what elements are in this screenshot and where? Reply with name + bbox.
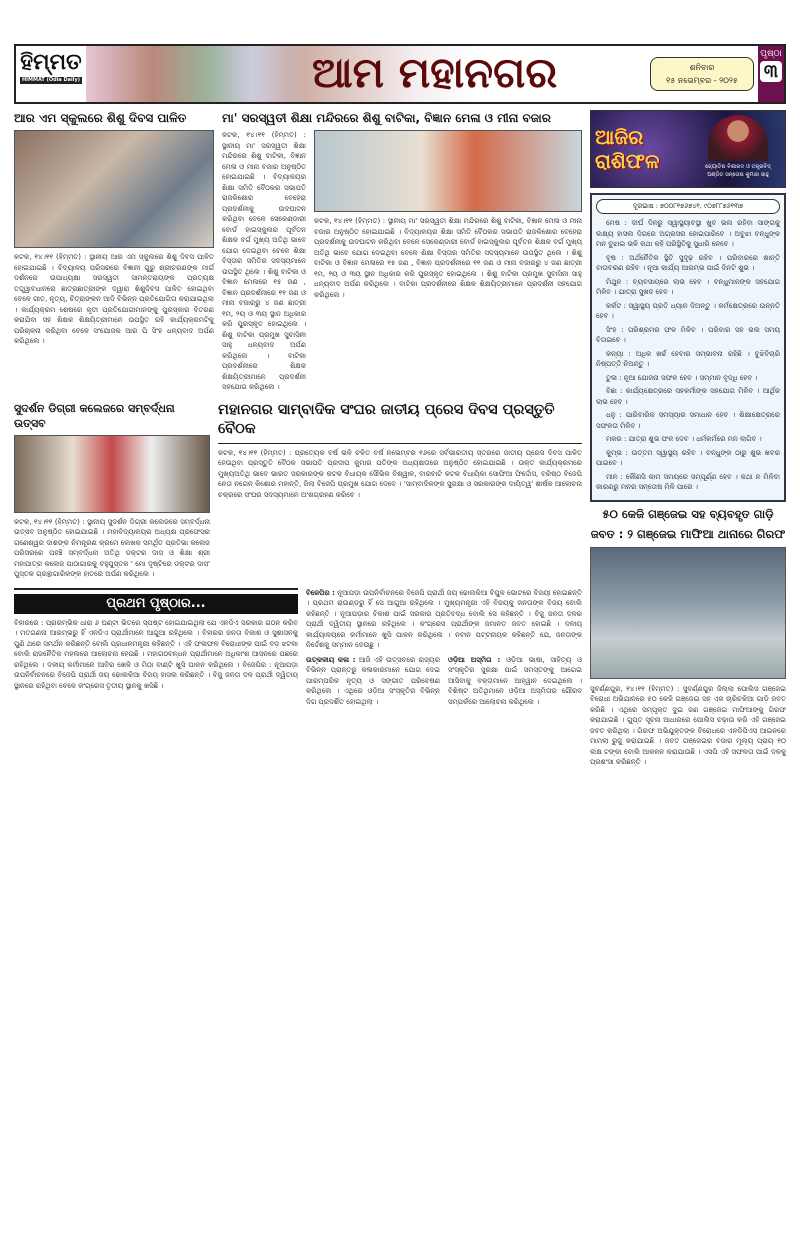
odia-section	[448, 655, 582, 708]
article-sudarshan	[14, 401, 210, 580]
article-press-day	[218, 401, 582, 501]
bjp-heading: ବିଜେପିର :	[306, 588, 335, 597]
rashifala-banner	[590, 110, 786, 188]
page-body	[14, 110, 786, 768]
continuations-right	[306, 588, 582, 708]
rashifala-entry: ଧନୁ : ପାରିବାରିକ ସମସ୍ୟାର ସମାଧାନ ହେବ । ଶିକ୍ଷାକ୍ଷେତ୍ରରେ ସଫଳତା ମିଳିବ ।	[596, 411, 780, 430]
article-first-page	[14, 588, 298, 692]
rashifala-entry: ମକର : ଯାତ୍ରା ଶୁଭ ଫଳ ଦେବ । ଧର୍ମକର୍ମରେ ମନ ଲାଗିବ ।	[606, 435, 762, 443]
saraswati-body: କଟକ, ୧୪।୧୧ (ହିମ୍ମତ) : ସ୍ଥାନୀୟ ମା' ସରସ୍ୱତୀ ଶିକ୍ଷା ମନ୍ଦିରରେ ଶିଶୁ ବାଟିକା, ବିଜ୍ଞାନ ମେଳା ଓ ମୀନା ବଜାର ଅନୁଷ୍ଠିତ ହୋଇଯାଇଛି । ବିଦ୍ୟାଳୟର ଶିକ୍ଷା ସମିତି ବୈଠକର ସଭାପତି ରାଜକିଶୋର ବେହେରା ପ୍ରଦର୍ଶନୀକୁ ଉଦଘାଟନ କରିଥିବା ବେଳେ ସେକେଣ୍ଡାରୀ ବୋର୍ଡ ହାଇସ୍କୁଲର ପୂର୍ବତନ ଶିକ୍ଷକ ବର୍ଗ ମୁଖ୍ୟ ଅତିଥି ଭାବେ ଯୋଗ ଦେଇଥିବା ବେଳେ ଶିକ୍ଷା ବିସ୍ତାର ସମିତିର ସଦସ୍ୟମାନେ ଉପସ୍ଥିତ ଥିଲେ । ଶିଶୁ ବାଟିକା ଓ ବିଜ୍ଞାନ ମେଳାରେ ୧୫ ଜଣ , ବିଜ୍ଞାନ ପ୍ରଦର୍ଶନୀରେ ୧୧ ଜଣ ଓ ମୀନା ବଜାରରୁ ୪ ଜଣ ଛାତ୍ରୀ ୧ମ, ୨ୟ ଓ ୩ୟ ସ୍ଥାନ ଅଧିକାର କରି ପୁରସ୍କୃତ ହୋଇଥିଲେ । ଶିଶୁ ବାଟିକା ପ୍ରମୁଖ ସୁବାସିନୀ ସାହୁ ଧନ୍ୟବାଦ ଅର୍ପଣ କରିଥିଲେ । ବାଟିକା ପ୍ରଦର୍ଶନୀରେ ଶିକ୍ଷକ ଶିକ୍ଷୟିତ୍ରୀମାନେ ପ୍ରଦର୍ଶନୀ ସହଯୋଗ କରିଥିଲେ ।	[314, 217, 582, 299]
rm-school-body: କଟକ, ୧୪।୧୧ (ହିମ୍ମତ) : ସ୍ଥାନୀୟ ଆର ଏମ ସ୍କୁଲରେ ଶିଶୁ ଦିବସ ପାଳିତ ହୋଇଯାଇଛି । ବିଦ୍ୟାଳୟ ପରିସରରେ ବିଜ୍ଞାନୀ ଗୁରୁ ଶ୍ରୀଚରଣଙ୍କ ମାର୍ଗ ଦର୍ଶନରେ ଉପାଧ୍ୟକ୍ଷା ସରସ୍ୱତୀ ସାମନ୍ତରାୟଙ୍କ ପ୍ରତ୍ୟକ୍ଷ ତତ୍ତ୍ୱାବଧାନରେ ଛାତ୍ରଛାତ୍ରୀଙ୍କ ଦ୍ୱାରା ଶିଶୁଦିବସ ପାଳିତ ହୋଇଥିବା ବେଳେ ଗୀତ, ନୃତ୍ୟ, ଚିତ୍ରାଙ୍କନ ଆଦି ବିଭିନ୍ନ ପ୍ରତିଯୋଗିତା କରାଯାଇଥିଲା । କାର୍ଯ୍ୟକ୍ରମ ଶେଷରେ କୃତୀ ପ୍ରତିଯୋଗୀମାନଙ୍କୁ ପୁରସ୍କାର ବିତରଣ କରାଯିବା ସହ ଶିକ୍ଷକ ଶିକ୍ଷୟିତ୍ରୀମାନେ ଉପସ୍ଥିତ ରହି କାର୍ଯ୍ୟକ୍ରମଟିକୁ ପରିଚାଳନା କରିଥିବା ବେଳେ ସଂଯୋଜକ ଆର ପି ସିଂହ ଧନ୍ୟବାଦ ଅର୍ପଣ କରିଥିଲେ ।	[14, 253, 214, 345]
row-bottom	[14, 588, 582, 708]
headline-ganja-1: ୫୦ କେଜି ଗଞ୍ଜେଇ ସହ ବ୍ୟବହୃତ ଗାଡ଼ି	[602, 506, 774, 521]
saraswati-content	[222, 130, 582, 393]
continued-banner: ପ୍ରଥମ ପୃଷ୍ଠାର...	[14, 594, 298, 614]
ganja-seizure-photo	[590, 547, 786, 679]
astrologer-name: ପଣ୍ଡିତ ସନ୍ତୋଷ କୁମାର ସାହୁ	[707, 172, 769, 178]
rashifala-entry: କର୍କଟ : ସ୍ୱାସ୍ଥ୍ୟ ପ୍ରତି ଧ୍ୟାନ ଦିଅନ୍ତୁ । କର୍ମକ୍ଷେତ୍ରରେ ଉନ୍ନତି ହେବ ।	[596, 301, 780, 320]
saraswati-body-col1: କଟକ, ୧୪।୧୧ (ହିମ୍ମତ) : ସ୍ଥାନୀୟ ମା' ସରସ୍ୱତୀ ଶିକ୍ଷା ମନ୍ଦିରରେ ଶିଶୁ ବାଟିକା, ବିଜ୍ଞାନ ମେଳା ଓ ମୀନା ବଜାର ଅନୁଷ୍ଠିତ ହୋଇଯାଇଛି । ବିଦ୍ୟାଳୟର ଶିକ୍ଷା ସମିତି ବୈଠକର ସଭାପତି ରାଜକିଶୋର ବେହେରା ପ୍ରଦର୍ଶନୀକୁ ଉଦଘାଟନ କରିଥିବା ବେଳେ ସେକେଣ୍ଡାରୀ ବୋର୍ଡ ହାଇସ୍କୁଲର ପୂର୍ବତନ ଶିକ୍ଷକ ବର୍ଗ ମୁଖ୍ୟ ଅତିଥି ଭାବେ ଯୋଗ ଦେଇଥିବା ବେଳେ ଶିକ୍ଷା ବିସ୍ତାର ସମିତିର ସଦସ୍ୟମାନେ ଉପସ୍ଥିତ ଥିଲେ । ଶିଶୁ ବାଟିକା ଓ ବିଜ୍ଞାନ ମେଳାରେ ୧୫ ଜଣ , ବିଜ୍ଞାନ ପ୍ରଦର୍ଶନୀରେ ୧୧ ଜଣ ଓ ମୀନା ବଜାରରୁ ୪ ଜଣ ଛାତ୍ରୀ ୧ମ, ୨ୟ ଓ ୩ୟ ସ୍ଥାନ ଅଧିକାର କରି ପୁରସ୍କୃତ ହୋଇଥିଲେ । ଶିଶୁ ବାଟିକା ପ୍ରମୁଖ ସୁବାସିନୀ ସାହୁ ଧନ୍ୟବାଦ ଅର୍ପଣ କରିଥିଲେ । ବାଟିକା ପ୍ରଦର୍ଶନୀରେ ଶିକ୍ଷକ ଶିକ୍ଷୟିତ୍ରୀମାନେ ପ୍ରଦର୍ଶନୀ ସହଯୋଗ କରିଥିଲେ ।	[222, 131, 306, 391]
press-body: କଟକ, ୧୪।୧୧ (ହିମ୍ମତ) : ପ୍ରତ୍ୟେକ ବର୍ଷ ଭଳି ଚଳିତ ବର୍ଷ ନଭେମ୍ବର ୧୬ରେ ସର୍ବଭାରତୀୟ ସ୍ତରରେ ଜାତୀୟ ପ୍ରେସ ଦିବସ ପାଳିତ ହେଉଥିବା ପ୍ରସ୍ତୁତି ବୈଠକ ସଭାପତି ପ୍ରଦୀପ କୁମାର ପତିଙ୍କ ଅଧ୍ୟକ୍ଷତାରେ ଅନୁଷ୍ଠିତ ହୋଇଯାଇଛି । ଉକ୍ତ କାର୍ଯ୍ୟକ୍ରମରେ ମୁଖ୍ୟଅତିଥି ଭାବେ ଭାରତ ସରକାରଙ୍କ କଟକ ବିଧାୟକ ସୌଭିକ ବିଶ୍ୱାଳ, ବାରବାଟି କଟକ ବିଧାୟିକା ସୋଫିଆ ଫିର୍ଦ୍ଦୋସ, ବରିଷ୍ଠ ବିଜେପି ନେତା ନଗେନ କିଶୋର ମହାନ୍ତି, ଜିଲା ବିଜେପି ପ୍ରମୁଖ ଯୋଗ ଦେବେ । 'ସାମ୍ବାଦିକଙ୍କ ସୁରକ୍ଷା ଓ ସରକାରଙ୍କ ଦାୟିତ୍ୱ' ଶୀର୍ଷକ ଆଲୋଚନା ଚକ୍ରରେ ସଂଘର ସଦସ୍ୟମାନେ ଅଂଶଗ୍ରହଣ କରିବେ ।	[218, 448, 582, 499]
astrologer-title: ଜ୍ୟୋତିଷ ବିଶାରଦ ଓ ତନ୍ତ୍ରବିଦ୍	[705, 164, 771, 170]
date-box	[650, 57, 754, 91]
rashifala-entry: ତୁଳା : ନୂଆ ଯୋଜନା ସଫଳ ହେବ । ସମ୍ମାନ ବୃଦ୍ଧି ହେବ ।	[606, 373, 758, 382]
logo	[16, 46, 86, 102]
rashifala-entry: ମିଥୁନ : ବ୍ୟବସାୟରେ ଲାଭ ହେବ । ବନ୍ଧୁମାନଙ୍କ ସହଯୋଗ ମିଳିବ । ଯାତ୍ରା ସୁଖଦ ହେବ ।	[596, 277, 780, 296]
masthead	[14, 44, 786, 104]
rashifala-entry: ବୃଷ : ଅର୍ଥନୈତିକ ସ୍ଥିତି ସୁଦୃଢ଼ ରହିବ । ପରିବାରରେ ଶାନ୍ତି ବାତାବରଣ ରହିବ । ନୂଆ କାର୍ଯ୍ୟ ଆରମ୍ଭ ପାଇଁ ଦିନଟି ଶୁଭ ।	[596, 253, 780, 272]
rashifala-entry: ମେଷ : ଦୀର୍ଘ ଦିନରୁ ସ୍ୱାସ୍ଥ୍ୟାବସ୍ଥା ଖୁବ ଭଲ ରହିବା ସାଙ୍ଗକୁ ଲକ୍ଷ୍ୟ ହାସଲ ଦିଗରେ ଅଗ୍ରସର ହୋଇପାରିବେ । ଅବୁଝା ବନ୍ଧୁଙ୍କ ମନ ବୁଝାଇ ଭଳି କଥା କହି ପରିସ୍ଥିତିକୁ ସୁଧାରି ନେବେ ।	[596, 219, 780, 248]
ganja-body: ସୁବର୍ଣ୍ଣପୁର, ୧୪।୧୧ (ହିମ୍ମତ) : ସୁବର୍ଣ୍ଣପୁର ଜିଲ୍ଲା ପୋଲିସ ଗଞ୍ଜେଇ ବିରୋଧୀ ଅଭିଯାନରେ ୫୦ କେଜି ଗଞ୍ଜେଇ ସହ ଏକ ଚାରିଚକିଆ ଗାଡ଼ି ଜବତ କରିଛି । ଏଥିରେ ସମ୍ପୃକ୍ତ ଦୁଇ ଜଣ ଗଞ୍ଜେଇ ମାଫିଆଙ୍କୁ ଗିରଫ କରାଯାଇଛି । ଗୁପ୍ତ ସୂଚନା ଆଧାରରେ ପୋଲିସ ଚଢ଼ାଉ କରି ଏହି ଗଞ୍ଜେଇ ଜବତ କରିଥିଲା । ଗିରଫ ଅଭିଯୁକ୍ତଙ୍କ ବିରୋଧରେ ଏନଡିପିଏସ ଆଇନରେ ମାମଲା ରୁଜୁ କରାଯାଇଛି । ଜବତ ଗଞ୍ଜେଇର ବଜାର ମୂଲ୍ୟ ପ୍ରାୟ ୧୦ ଲକ୍ଷ ଟଙ୍କା ବୋଲି ଆକଳନ କରାଯାଉଛି । ଏସପି ଏହି ସଫଳତା ପାଇଁ ଦଳକୁ ପ୍ରଶଂସା କରିଛନ୍ତି ।	[590, 684, 786, 766]
logo-text: ହିମ୍ମତ	[20, 50, 82, 75]
headline-saraswati: ମା' ସରସ୍ୱତୀ ଶିକ୍ଷା ମନ୍ଦିରରେ ଶିଶୁ ବାଟିକା, ବିଜ୍ଞାନ ମେଳା ଓ ମୀନା ବଜାର	[222, 111, 551, 125]
rashifala-entry: ବିଛା : କାର୍ଯ୍ୟକ୍ଷେତ୍ରରେ ସହକର୍ମୀଙ୍କ ସହଯୋଗ ମିଳିବ । ଆର୍ଥିକ ଲାଭ ହେବ ।	[596, 387, 780, 406]
utkal-section	[306, 655, 440, 708]
row-middle	[14, 401, 582, 580]
rashifala-entry: କନ୍ୟା : ଅଧିକ ଖର୍ଚ୍ଚ ହେବାର ସମ୍ଭାବନା ରହିଛି । ବୁଝିବିଚାରି ନିଷ୍ପତ୍ତି ନିଅନ୍ତୁ ।	[596, 349, 780, 368]
date: ୧୫ ନଭେମ୍ବର - ୨୦୨୫	[666, 76, 738, 85]
utkal-heading: ଉତ୍କଳୀୟ କଳା :	[306, 655, 356, 664]
sudarshan-body: କଟକ, ୧୪।୧୧ (ହିମ୍ମତ) : ସ୍ଥାନୀୟ ସୁଦର୍ଶନ ଡିଗ୍ରୀ କଲେଜରେ ସମ୍ବର୍ଦ୍ଧନା ଉତ୍ସବ ଅନୁଷ୍ଠିତ ହୋଇଯାଇଛି । ମହାବିଦ୍ୟାଳୟର ଅଧ୍ୟକ୍ଷ ପ୍ରଫେସର ଗଣେଶ୍ୱର ଦାଶଙ୍କ ନିମନ୍ତ୍ରଣ କ୍ରମେ ଲେଖକ ସମର୍ଥିତ ପ୍ରତିଭା କଲେଜ ପରିସରରେ ପହଞ୍ଚି ସମ୍ବର୍ଦ୍ଧନା ଅତିଥି ଡକ୍ଟର ଦାସ ଓ ଶିକ୍ଷା ଶ୍ରୀ ମହାପାତ୍ର କଲେଜ ପାଠାଗାରକୁ ବହୁପୁସ୍ତକ ' ମୋ ଦୃଷ୍ଟିରେ ଡକ୍ଟର ଦାସ' ପୁସ୍ତକ ଗ୍ରନ୍ଥାଗାରିକଙ୍କ ହାତରେ ଅର୍ପଣ କରିଥିଲେ ।	[14, 517, 210, 578]
rashifala-entry: ମୀନ : କୌଣସି କାମ ସମୟରେ ସମ୍ପୂର୍ଣ୍ଣ ହେବ । କଥା ନ ମିଳିବା କାରଣରୁ ମନର ସନ୍ତୋଷ ମିଳି ପାରେ ।	[596, 472, 780, 491]
rashifala-box	[590, 193, 786, 502]
logo-subtext: HIMMAT (Odia Daily)	[21, 77, 81, 83]
continuations-pair	[306, 655, 582, 708]
bjp-section	[306, 588, 582, 651]
bjp-body: ନୂଆପଡ଼ା ଉପନିର୍ବାଚନରେ ବିଜେପି ପ୍ରାର୍ଥୀ ଜୟ ଢୋଲକିଆ ବିପୁଳ ଭୋଟରେ ବିଜୟୀ ହୋଇଛନ୍ତି । ପ୍ରଥମ ରାଉଣ୍ଡରୁ ହିଁ ସେ ଆଗୁଆ ରହିଥିଲେ । ମୁଖ୍ୟମନ୍ତ୍ରୀ ଏହି ବିଜୟକୁ ଜନତାଙ୍କ ବିଜୟ ବୋଲି କହିଛନ୍ତି । ନୂଆପଡ଼ାର ବିକାଶ ପାଇଁ ସରକାର ପ୍ରତିବଦ୍ଧ ବୋଲି ସେ କହିଛନ୍ତି । ବିଜୁ ଜନତା ଦଳର ପ୍ରାର୍ଥୀ ଦ୍ୱିତୀୟ ସ୍ଥାନରେ ରହିଥିଲେ । କଂଗ୍ରେସ ପ୍ରାର୍ଥୀଙ୍କ ଜମାନତ ଜବତ ହୋଇଛି । ଦଳୀୟ କାର୍ଯ୍ୟାଳୟରେ କର୍ମୀମାନେ ଖୁସି ପାଳନ କରିଥିଲେ । ନବୀନ ପଟ୍ଟନାୟକ କହିଛନ୍ତି ଯେ, ଜନତାଙ୍କ ନିର୍ଦ୍ଦେଶକୁ ସମ୍ମାନ ଦେଉଛୁ ।	[306, 588, 583, 649]
odia-heading: ଓଡ଼ିଆ ଅସ୍ମିତା :	[448, 655, 501, 664]
utkal-body: ଆଜି ଏହି ଉତ୍ସବରେ ରାଜ୍ୟର ବିଭିନ୍ନ ପ୍ରାନ୍ତରୁ କଳାକାରମାନେ ଯୋଗ ଦେଇ ପାରମ୍ପରିକ ନୃତ୍ୟ ଓ ସଙ୍ଗୀତ ପରିବେଷଣ କରିଥିଲେ । ଏଥିରେ ଓଡ଼ିଆ ସଂସ୍କୃତିର ବିଭିନ୍ନ ଦିଗ ପ୍ରଦର୍ଶିତ ହୋଇଥିଲା ।	[306, 655, 440, 706]
astrologer	[695, 115, 781, 183]
section-title: ଆମ ମହାନଗର	[312, 48, 558, 97]
page-number: ୩	[760, 61, 782, 82]
first-page-continuation-body: ବିହାରରେ : ପ୍ରାରମ୍ଭିକ ଧାରା ୬ ଘଣ୍ଟା ଭିତରେ ସ୍ପଷ୍ଟ ହୋଇଯାଇଥିଲା ଯେ ଏନଡିଏ ସରକାର ଗଠନ କରିବ । ମତଗଣନା ଆରମ୍ଭରୁ ହିଁ ଏନଡିଏ ପ୍ରାର୍ଥୀମାନେ ଆଗୁଆ ରହିଥିଲେ । ବିହାରର ଜନତା ବିକାଶ ଓ ସୁଶାସନକୁ ପୁଣି ଥରେ ସମର୍ଥନ କରିଛନ୍ତି ବୋଲି ପ୍ରଧାନମନ୍ତ୍ରୀ କହିଛନ୍ତି । ଏହି ଫଳାଫଳ ବିରୋଧୀଙ୍କ ପାଇଁ ବଡ଼ ଝଟକା ବୋଲି ରାଜନୈତିକ ମହଲରେ ଆଲୋଚନା ହେଉଛି । ମହାଗଠବନ୍ଧନ ପ୍ରାର୍ଥୀମାନେ ଅଧିକାଂଶ ଆସନରେ ପଛରେ ରହିଥିଲେ । ଦଳୀୟ କର୍ମୀମାନେ ଆବିର ଖେଳି ଓ ମିଠା ବାଣ୍ଟି ଖୁସି ପାଳନ କରିଥିଲେ । ବିଜେପିର : ନୂଆପଡ଼ା ଉପନିର୍ବାଚନରେ ବିଜେପି ପ୍ରାର୍ଥୀ ଜୟ ଢୋଲକିଆ ବିଜୟ ହାସଲ କରିଛନ୍ତି । ବିଜୁ ଜନତା ଦଳ ପ୍ରାର୍ଥୀ ଦ୍ୱିତୀୟ ସ୍ଥାନରେ ରହିଥିବା ବେଳେ କଂଗ୍ରେସ ତୃତୀୟ ସ୍ଥାନକୁ ଖସିଛି ।	[14, 618, 298, 690]
sudarshan-photo	[14, 435, 210, 513]
article-rm-school	[14, 110, 214, 347]
astrologer-caption	[695, 163, 781, 179]
rm-school-photo	[14, 130, 214, 248]
rashifala-entry: ସିଂହ : ପରିଶ୍ରମର ଫଳ ମିଳିବ । ପରିବାର ସହ ଭଲ ସମୟ ବିତାଇବେ ।	[596, 325, 780, 344]
divider	[218, 443, 582, 444]
odia-body: ଓଡ଼ିଆ ଭାଷା, ସାହିତ୍ୟ ଓ ସଂସ୍କୃତିର ସୁରକ୍ଷା ପାଇଁ ସମସ୍ତଙ୍କୁ ଆଗେଇ ଆସିବାକୁ ବକ୍ତାମାନେ ଆହ୍ୱାନ ଦେଇଥିଲେ । ବିଶିଷ୍ଟ ଅତିଥିମାନେ ଓଡ଼ିଆ ଅସ୍ମିତାର ଗୌରବ ସମ୍ପର୍କରେ ଆଲୋଚନା କରିଥିଲେ ।	[448, 655, 582, 706]
page-number-tab	[758, 46, 784, 102]
astrologer-photo	[708, 115, 768, 161]
right-column	[590, 110, 786, 768]
article-saraswati	[222, 110, 582, 393]
saraswati-photo	[314, 130, 582, 212]
rashifala-title: ଆଜିର ରାଶିଫଳ	[595, 125, 660, 173]
page-label: ପୃଷ୍ଠା	[760, 49, 782, 59]
headline-rm-school: ଆର ଏମ ସ୍କୁଲରେ ଶିଶୁ ଦିବସ ପାଳିତ	[14, 111, 187, 125]
masthead-collage-image	[86, 46, 306, 102]
headline-sudarshan: ସୁଦର୍ଶନ ଡିଗ୍ରୀ କଲେଜରେ ସମ୍ବର୍ଦ୍ଧନା ଉତ୍ସବ	[14, 401, 175, 430]
saraswati-right	[314, 130, 582, 300]
divider	[14, 588, 298, 590]
rashifala-list	[596, 218, 780, 493]
headline-press-day: ମହାନଗର ସାମ୍ବାଦିକ ସଂଘର ଜାତୀୟ ପ୍ରେସ ଦିବସ ପ୍ରସ୍ତୁତି ବୈଠକ	[218, 401, 555, 437]
row-top	[14, 110, 582, 393]
phone-number: ଦୂରଭାଷ : ୭୦୦୮୧୭୬୭୪୧, ୯୦୭୮୮୭୬୧୩୭	[596, 199, 780, 214]
day: ଶନିବାର	[689, 63, 715, 72]
main-columns	[14, 110, 582, 768]
rashifala-entry: କୁମ୍ଭ : ଉତ୍ତମ ସ୍ୱାସ୍ଥ୍ୟ ରହିବ । ବନ୍ଧୁଙ୍କ ଠାରୁ ଶୁଭ ଖବର ପାଇବେ ।	[596, 448, 780, 467]
headline-ganja-2: ଜବତ : ୨ ଗଞ୍ଜେଇ ମାଫିଆ ଥାନାରେ ଗିରଫ	[590, 526, 786, 541]
